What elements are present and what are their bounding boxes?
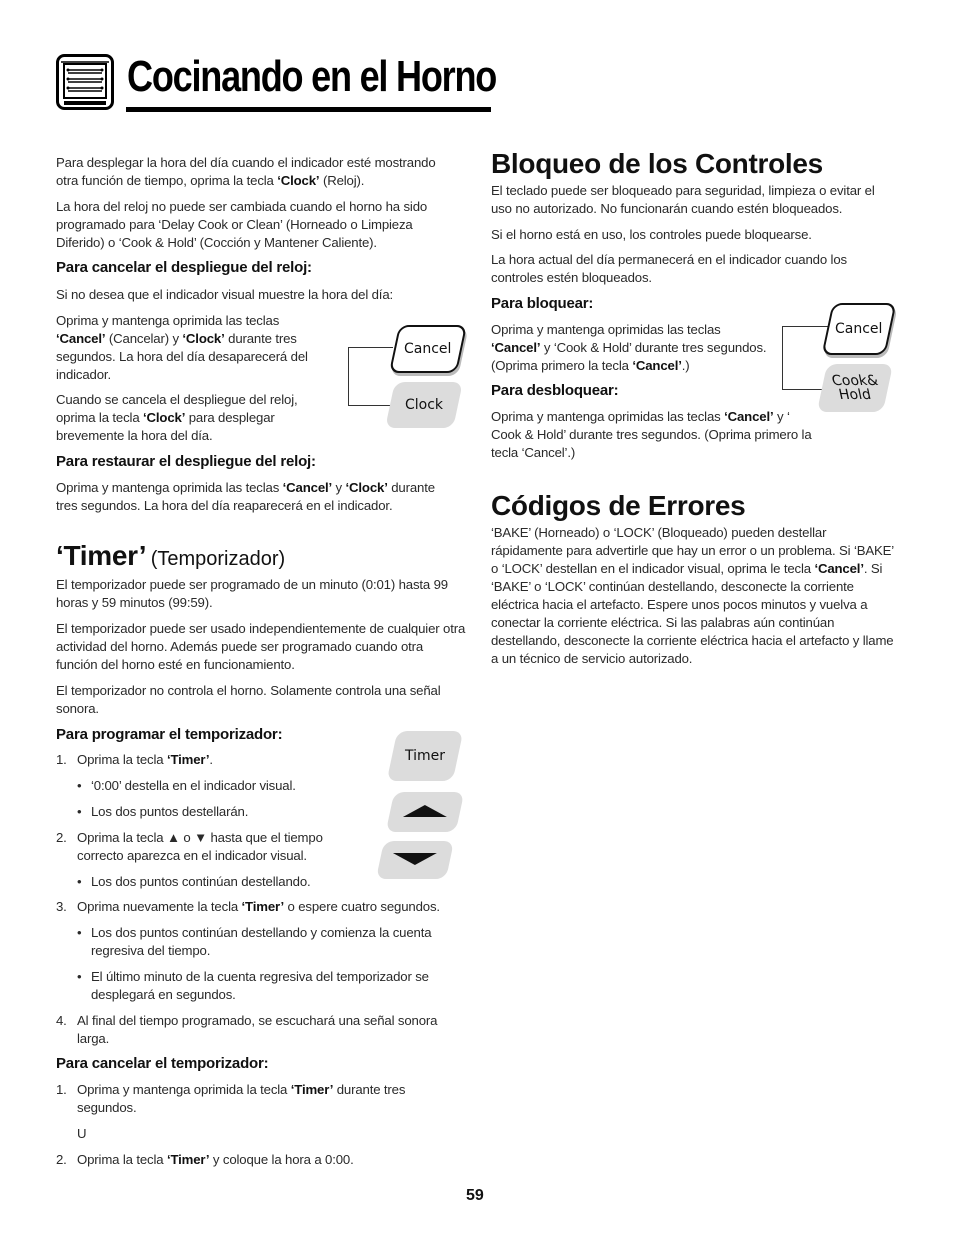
- timer-bullet-5: • El último minuto de la cuenta regresiva del temporizador se desplegará en segundos.: [77, 969, 429, 1002]
- timer-step-2: 2. Oprima la tecla ▲ o ▼ hasta que el tiempo correcto aparezca en el indicador visual.: [56, 830, 323, 863]
- title-underline: [126, 107, 491, 112]
- lock-heading: Bloqueo de los Controles: [491, 148, 823, 179]
- clock-key[interactable]: Clock: [385, 382, 463, 428]
- errors-heading: Códigos de Errores: [491, 490, 746, 521]
- timer-cancel-step-1: 1. Oprima y mantenga oprimida la tecla ‘Timer’ durante tres segundos.: [56, 1082, 406, 1115]
- timer-key[interactable]: Timer: [387, 731, 464, 781]
- up-key[interactable]: [386, 792, 465, 832]
- page-title: Cocinando en el Horno: [127, 52, 497, 101]
- clock-cancel-text-3: Cuando se cancela el despliegue del reloj, oprima la tecla ‘Clock’ para desplegar brevemente la hora del día.: [56, 392, 298, 443]
- lock-cancel-key[interactable]: Cancel: [821, 303, 896, 355]
- connector-bracket: [348, 347, 393, 406]
- timer-step-4: 4. Al final del tiempo programado, se escuchará una señal sonora larga.: [56, 1013, 438, 1046]
- timer-cancel-heading: Para cancelar el temporizador:: [56, 1055, 269, 1072]
- up-triangle-icon: [402, 804, 448, 818]
- errors-paragraph: ‘BAKE’ (Horneado) o ‘LOCK’ (Bloqueado) pueden destellar rápidamente para advertirle que hay un error o un problema. Si ‘BAKE’ o ‘LOCK’ destellan en el indicador visual, oprima le tecla ‘Cancel’. Si ‘BAKE’ o ‘LOCK’ continúan destellando, desconecte la corriente eléctrica hacia el artefacto. Espere unos pocos minutos y vuelva a conectar la corriente eléctrica. Si las palabras aún continúan destellando, desconecte la corriente eléctrica hacia el artefacto y llame a un técnico de servicio autorizado.: [491, 525, 894, 666]
- lock-paragraph-2: Si el horno está en uso, los controles puede bloquearse.: [491, 227, 812, 242]
- lock-lock-heading: Para bloquear:: [491, 295, 594, 312]
- down-triangle-icon: [392, 852, 438, 866]
- timer-bullet-3: • Los dos puntos continúan destellando.: [77, 874, 311, 889]
- oven-icon: [56, 54, 114, 110]
- clock-cancel-text-1: Si no desea que el indicador visual muestre la hora del día:: [56, 287, 394, 302]
- timer-paragraph-2: El temporizador puede ser usado independientemente de cualquier otra actividad del horno. Además puede ser programado cuando otra función del horno esté en funcionamiento.: [56, 621, 466, 672]
- clock-paragraph-2: La hora del reloj no puede ser cambiada cuando el horno ha sido programado para ‘Delay Cook or Clean’ (Horneado o Limpieza Diferido) o ‘Cook & Hold’ (Cocción y Mantener Caliente).: [56, 199, 428, 250]
- clock-restore-text: Oprima y mantenga oprimida las teclas ‘Cancel’ y ‘Clock’ durante tres segundos. La hora del día reaparecerá en el indicador.: [56, 480, 435, 513]
- timer-program-heading: Para programar el temporizador:: [56, 726, 283, 743]
- clock-restore-heading: Para restaurar el despliegue del reloj:: [56, 453, 316, 470]
- cancel-key[interactable]: Cancel: [389, 325, 467, 373]
- timer-bullet-2: • Los dos puntos destellarán.: [77, 804, 249, 819]
- clock-cancel-text-2: Oprima y mantenga oprimida las teclas ‘Cancel’ (Cancelar) y ‘Clock’ durante tres segundos. La hora del día desaparecerá del indicador.: [56, 313, 308, 382]
- timer-paragraph-1: El temporizador puede ser programado de un minuto (0:01) hasta 99 horas y 59 minutos (99:59).: [56, 577, 448, 610]
- clock-cancel-heading: Para cancelar el despliegue del reloj:: [56, 259, 312, 276]
- page-number: 59: [466, 1187, 484, 1204]
- lock-unlock-text: Oprima y mantenga oprimidas las teclas ‘Cancel’ y ‘ Cook & Hold’ durante tres segundos. (Oprima primero la tecla ‘Cancel’.): [491, 409, 812, 460]
- timer-bullet-1: • ‘0:00’ destella en el indicador visual.: [77, 778, 296, 793]
- lock-unlock-heading: Para desbloquear:: [491, 382, 619, 399]
- down-key[interactable]: [376, 841, 454, 879]
- timer-cancel-u: U: [77, 1126, 87, 1141]
- lock-paragraph-1: El teclado puede ser bloqueado para seguridad, limpieza o evitar el uso no autorizado. No funcionarán cuando estén bloqueados.: [491, 183, 875, 216]
- lock-connector-bracket: [782, 326, 829, 390]
- up-arrow-icon: ▲: [166, 830, 180, 845]
- cook-hold-key[interactable]: Cook& Hold: [817, 364, 893, 412]
- down-arrow-icon: ▼: [194, 830, 207, 845]
- timer-cancel-step-2: 2. Oprima la tecla ‘Timer’ y coloque la hora a 0:00.: [56, 1152, 354, 1167]
- timer-heading: ‘Timer’ (Temporizador): [56, 540, 286, 571]
- timer-step-1: 1. Oprima la tecla ‘Timer’.: [56, 752, 213, 767]
- timer-bullet-4: • Los dos puntos continúan destellando y comienza la cuenta regresiva del tiempo.: [77, 925, 432, 958]
- timer-paragraph-3: El temporizador no controla el horno. Solamente controla una señal sonora.: [56, 683, 441, 716]
- lock-lock-text: Oprima y mantenga oprimidas las teclas ‘Cancel’ y ‘Cook & Hold’ durante tres segundos. (Oprima primero la tecla ‘Cancel’.): [491, 322, 767, 373]
- timer-step-3: 3. Oprima nuevamente la tecla ‘Timer’ o espere cuatro segundos.: [56, 899, 440, 914]
- lock-paragraph-3: La hora actual del día permanecerá en el indicador cuando los controles estén bloqueados.: [491, 252, 847, 285]
- clock-paragraph-1: Para desplegar la hora del día cuando el indicador esté mostrando otra función de tiempo, oprima la tecla ‘Clock’ (Reloj).: [56, 155, 436, 188]
